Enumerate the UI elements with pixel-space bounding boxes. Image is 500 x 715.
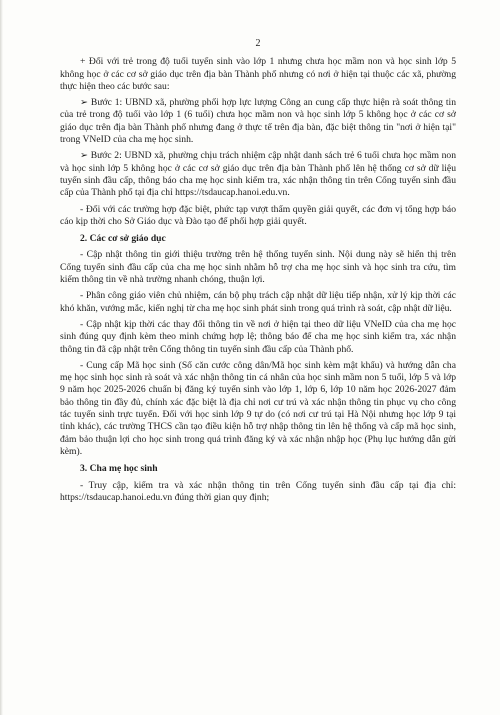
paragraph-special-cases: - Đối với các trường hợp đặc biệt, phức tạp vượt thẩm quyền giải quyết, các đơn vị tổng hợp báo cáo kịp thời cho Sở Giáo dục và Đào tạo để phối hợp giải quyết. [60, 203, 456, 227]
paragraph-step-1: ➢ Bước 1: UBND xã, phường phối hợp lực lượng Công an cung cấp thực hiện rà soát thông tin của trẻ trong độ tuổi vào lớp 1 (6 tuổi) chưa học mầm non và học sinh lớp 5 không học ở các cơ sở giáo dục trên địa bàn Thành phố nhưng đang ở thực tế trên địa bàn, đặc biệt thông tin "nơi ở hiện tại" trong VNeID của cha mẹ học sinh. [60, 97, 456, 146]
paragraph-schools-2: - Phân công giáo viên chủ nhiệm, cán bộ phụ trách cập nhật dữ liệu tiếp nhận, xử lý kịp thời các khó khăn, vướng mắc, kiến nghị từ cha mẹ học sinh phát sinh trong quá trình rà soát, cập nhật dữ liệu. [60, 290, 456, 314]
paragraph-parents-1: - Truy cập, kiểm tra và xác nhận thông tin trên Cổng tuyển sinh đầu cấp tại địa chỉ: https://tsdaucap.hanoi.edu.vn đúng thời gian quy định; [60, 479, 456, 503]
paragraph-intro: + Đối với trẻ trong độ tuổi tuyển sinh vào lớp 1 nhưng chưa học mầm non và học sinh lớp 5 không học ở các cơ sở giáo dục trên địa bàn Thành phố nhưng có nơi ở hiện tại thuộc các xã, phường thực hiện theo các bước sau: [60, 56, 456, 92]
section-heading-schools: 2. Các cơ sở giáo dục [80, 233, 166, 245]
paragraph-schools-4: - Cung cấp Mã học sinh (Số căn cước công dân/Mã học sinh kèm mật khẩu) và hướng dẫn cha mẹ học sinh học sinh rà soát và xác nhận thông tin cá nhân của học sinh mầm non 5 tuổi, lớp 5 và lớp 9 năm học 2025-2026 chuẩn bị đăng ký tuyển sinh vào lớp 1, lớp 6, lớp 10 năm học 2026-2027 đảm bảo thông tin đầy đủ, chính xác đặc biệt là địa chỉ nơi cư trú và xác nhận thông tin phục vụ cho công tác tuyển sinh trực tuyến. Đối với học sinh lớp 9 tự do (có nơi cư trú tại Hà Nội nhưng học lớp 9 tại tỉnh khác), các trường THCS cần tạo điều kiện hỗ trợ nhập thông tin lên hệ thống và cấp mã học sinh, đảm bảo thuận lợi cho học sinh trong quá trình đăng ký và xác nhận nhập học (Phụ lục hướng dẫn gửi kèm). [60, 359, 456, 457]
page-number: 2 [255, 38, 261, 49]
section-heading-parents: 3. Cha mẹ học sinh [80, 463, 158, 475]
paragraph-schools-1: - Cập nhật thông tin giới thiệu trường trên hệ thống tuyển sinh. Nội dung này sẽ hiển thị trên Cổng tuyển sinh đầu cấp của cha mẹ học sinh nhằm hỗ trợ cha mẹ học sinh và học sinh tra cứu, tìm kiếm thông tin về nhà trường nhanh chóng, thuận lợi. [60, 249, 456, 286]
scan-edge [0, 0, 3, 715]
paragraph-schools-3: - Cập nhật kịp thời các thay đổi thông tin về nơi ở hiện tại theo dữ liệu VNeID của cha mẹ học sinh đúng quy định kèm theo minh chứng hợp lệ; thông báo để cha mẹ học sinh kiểm tra, xác nhận thông tin đã cập nhật trên Cổng thông tin tuyển sinh đầu cấp của Thành phố. [60, 318, 456, 355]
paragraph-step-2: ➢ Bước 2: UBND xã, phường chịu trách nhiệm cập nhật danh sách trẻ 6 tuổi chưa học mầm non và học sinh lớp 5 không học ở các cơ sở giáo dục trên địa bàn Thành phố lên hệ thống cơ sở dữ liệu tuyển sinh đầu cấp, thông báo cha mẹ học sinh kiểm tra, xác nhận thông tin trên Cổng tuyển sinh đầu cấp của Thành phố tại địa chỉ https://tsdaucap.hanoi.edu.vn. [60, 150, 456, 199]
